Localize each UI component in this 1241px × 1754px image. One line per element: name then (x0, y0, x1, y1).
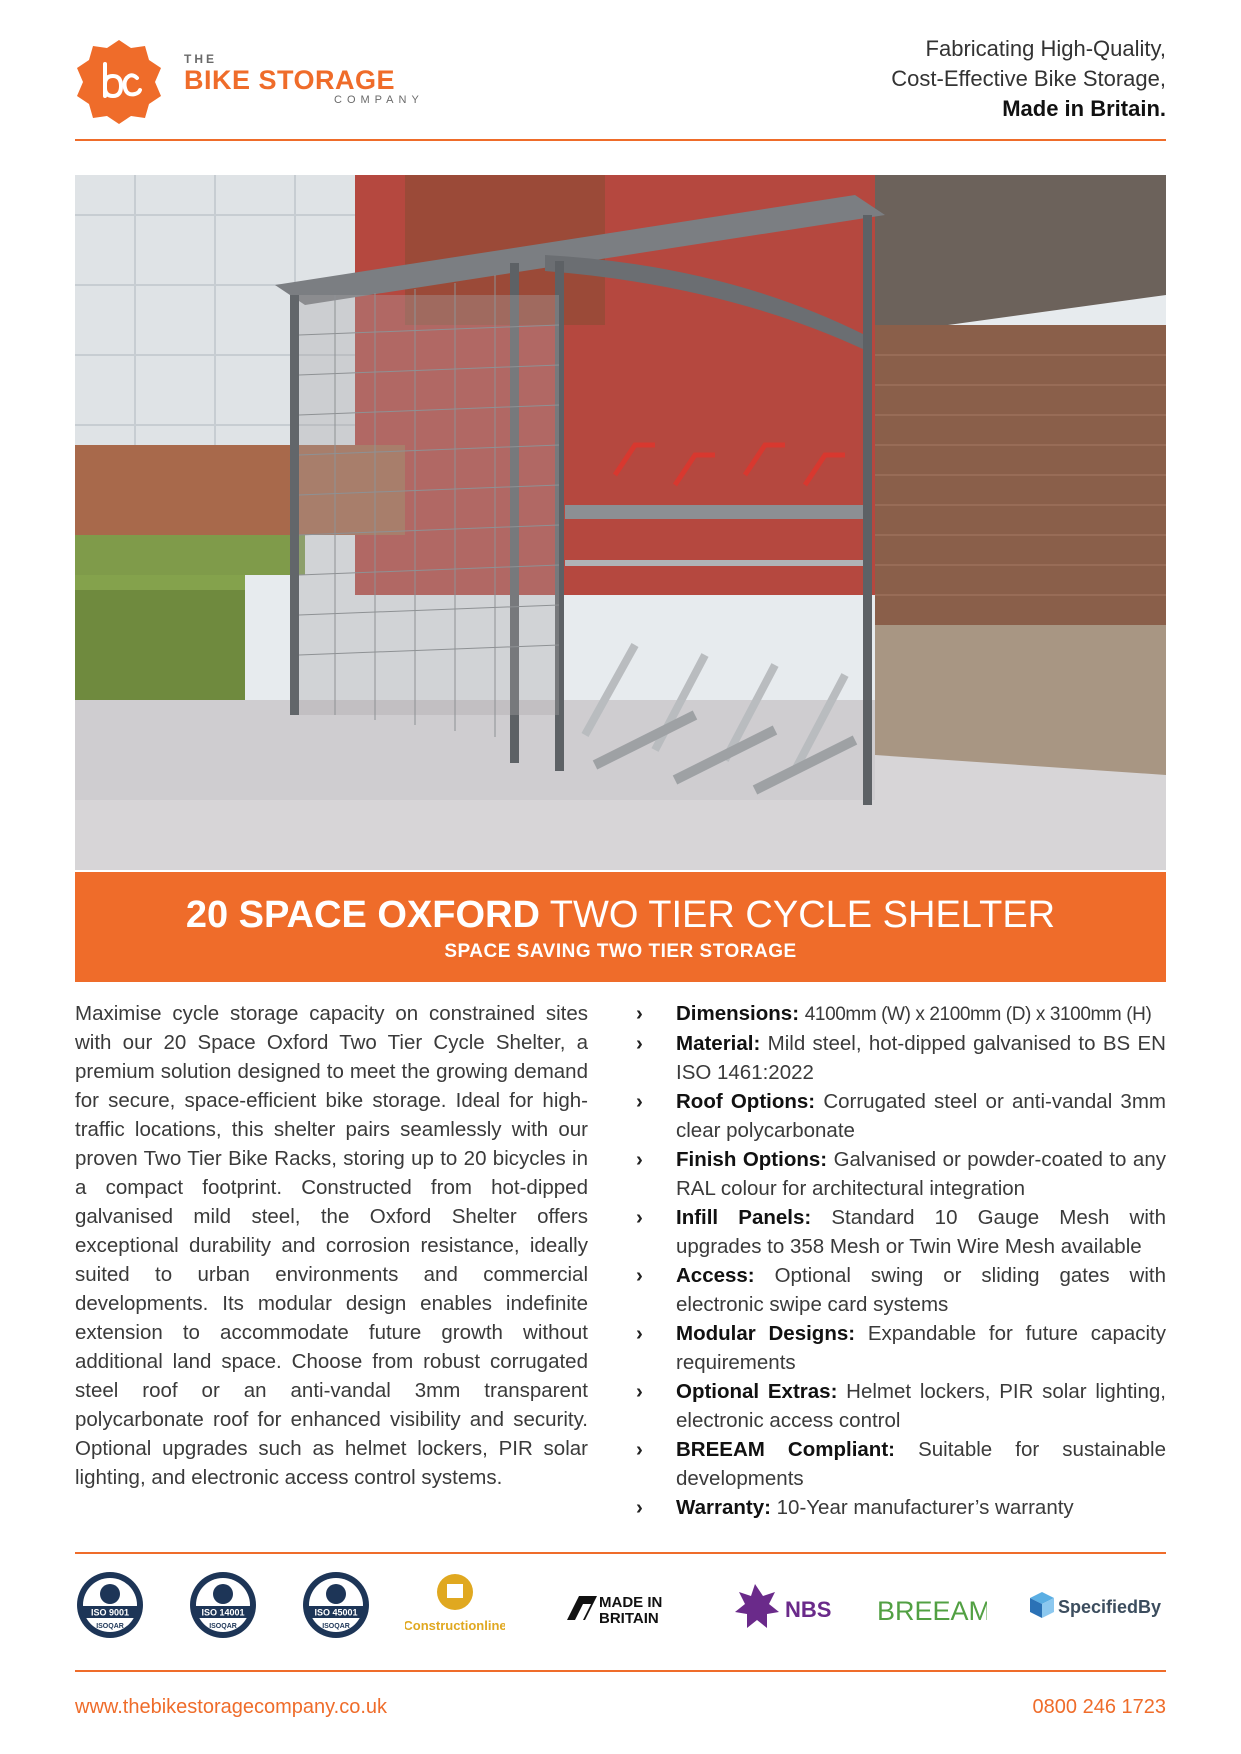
product-title (75, 893, 1166, 937)
iso-45001-badge (301, 1570, 371, 1645)
nbs-badge (733, 1582, 833, 1641)
spec-item: › Optional Extras: Helmet lockers, PIR solar lighting, electronic access control (636, 1377, 1166, 1435)
chevron-right-icon: › (636, 1322, 643, 1345)
iso-9001-badge (75, 1570, 145, 1645)
spec-item: › Dimensions: 4100mm (W) x 2100mm (D) x 3100mm (H) (636, 999, 1166, 1029)
svg-text:ISO 9001: ISO 9001 (90, 1607, 130, 1618)
logo-company: COMPANY (334, 94, 424, 106)
badges-top-divider (75, 1552, 1166, 1554)
header-divider (75, 139, 1166, 141)
svg-text:NBS: NBS (785, 1597, 832, 1622)
product-title-bold: 20 SPACE OXFORD (185, 894, 540, 936)
svg-text:ISOQAR: ISOQAR (322, 1623, 350, 1630)
tagline-line2: Cost-Effective Bike Storage, (891, 66, 1166, 91)
chevron-right-icon: › (636, 1380, 643, 1403)
spec-item: › Material: Mild steel, hot-dipped galvanised to BS EN ISO 1461:2022 (636, 1029, 1166, 1087)
logo-the: THE (184, 52, 217, 66)
chevron-right-icon: › (636, 1496, 643, 1519)
company-logo-icon (75, 38, 163, 126)
product-title-rest: TWO TIER CYCLE SHELTER (549, 894, 1056, 936)
spec-item: › Access: Optional swing or sliding gates with electronic swipe card systems (636, 1261, 1166, 1319)
specifiedby-badge (1026, 1588, 1166, 1633)
chevron-right-icon: › (636, 1264, 643, 1287)
spec-item: › BREEAM Compliant: Suitable for sustainable developments (636, 1435, 1166, 1493)
spec-item: › Infill Panels: Standard 10 Gauge Mesh with upgrades to 358 Mesh or Twin Wire Mesh available (636, 1203, 1166, 1261)
svg-text:SpecifiedBy: SpecifiedBy (1058, 1597, 1162, 1617)
specs-list (636, 999, 1166, 1522)
made-in-britain-badge (567, 1590, 687, 1635)
svg-text:BREEAM: BREEAM (877, 1596, 987, 1626)
chevron-right-icon: › (636, 1206, 643, 1229)
chevron-right-icon: › (636, 1438, 643, 1461)
svg-text:Constructionline: Constructionline (405, 1618, 505, 1633)
svg-text:ISO 45001: ISO 45001 (314, 1607, 358, 1618)
phone-number[interactable]: 0800 246 1723 (1032, 1696, 1166, 1718)
product-photo (75, 175, 1166, 870)
chevron-right-icon: › (636, 1090, 643, 1113)
spec-item: › Finish Options: Galvanised or powder-coated to any RAL colour for architectural integration (636, 1145, 1166, 1203)
iso-14001-badge (188, 1570, 258, 1645)
website-link[interactable]: www.thebikestoragecompany.co.uk (75, 1696, 388, 1718)
product-subtitle: SPACE SAVING TWO TIER STORAGE (444, 941, 797, 962)
svg-text:ISOQAR: ISOQAR (96, 1623, 124, 1630)
spec-item: › Warranty: 10-Year manufacturer’s warranty (636, 1493, 1166, 1522)
breeam-badge (877, 1590, 987, 1635)
tagline-line1: Fabricating High-Quality, (925, 36, 1166, 61)
intro-paragraph: Maximise cycle storage capacity on constrained sites with our 20 Space Oxford Two Tier Cycle Shelter, a premium solution designed to meet the growing demand for secure, space-efficient bike storage. Ideal for high-traffic locations, this shelter pairs seamlessly with our proven Two Tier Bike Racks, storing up to 20 bicycles in a compact footprint. Constructed from hot-dipped galvanised mild steel, the Oxford Shelter offers exceptional durability and corrosion resistance, ideally suited to urban environments and commercial developments. Its modular design enables indefinite extension to accommodate future growth without additional land space. Choose from robust corrugated steel roof or an anti-vandal 3mm transparent polycarbonate roof for enhanced visibility and security. Optional upgrades such as helmet lockers, PIR solar lighting, and electronic access control systems. (75, 1002, 588, 1489)
svg-text:ISO 14001: ISO 14001 (201, 1607, 245, 1618)
accreditation-badges (75, 1570, 1166, 1652)
constructionline-badge (405, 1570, 505, 1651)
logo-main: BIKE STORAGE (184, 65, 396, 95)
svg-text:ISOQAR: ISOQAR (209, 1623, 237, 1630)
chevron-right-icon: › (636, 1148, 643, 1171)
svg-text:MADE IN: MADE IN (599, 1594, 663, 1611)
spec-item: › Modular Designs: Expandable for future capacity requirements (636, 1319, 1166, 1377)
tagline (891, 34, 1166, 124)
footer-divider (75, 1670, 1166, 1672)
spec-item: › Roof Options: Corrugated steel or anti-vandal 3mm clear polycarbonate (636, 1087, 1166, 1145)
svg-text:BRITAIN: BRITAIN (599, 1610, 659, 1627)
company-logo-text (184, 52, 424, 106)
chevron-right-icon: › (636, 1002, 643, 1025)
title-banner (75, 872, 1166, 982)
chevron-right-icon: › (636, 1032, 643, 1055)
tagline-line3: Made in Britain. (1002, 96, 1166, 121)
